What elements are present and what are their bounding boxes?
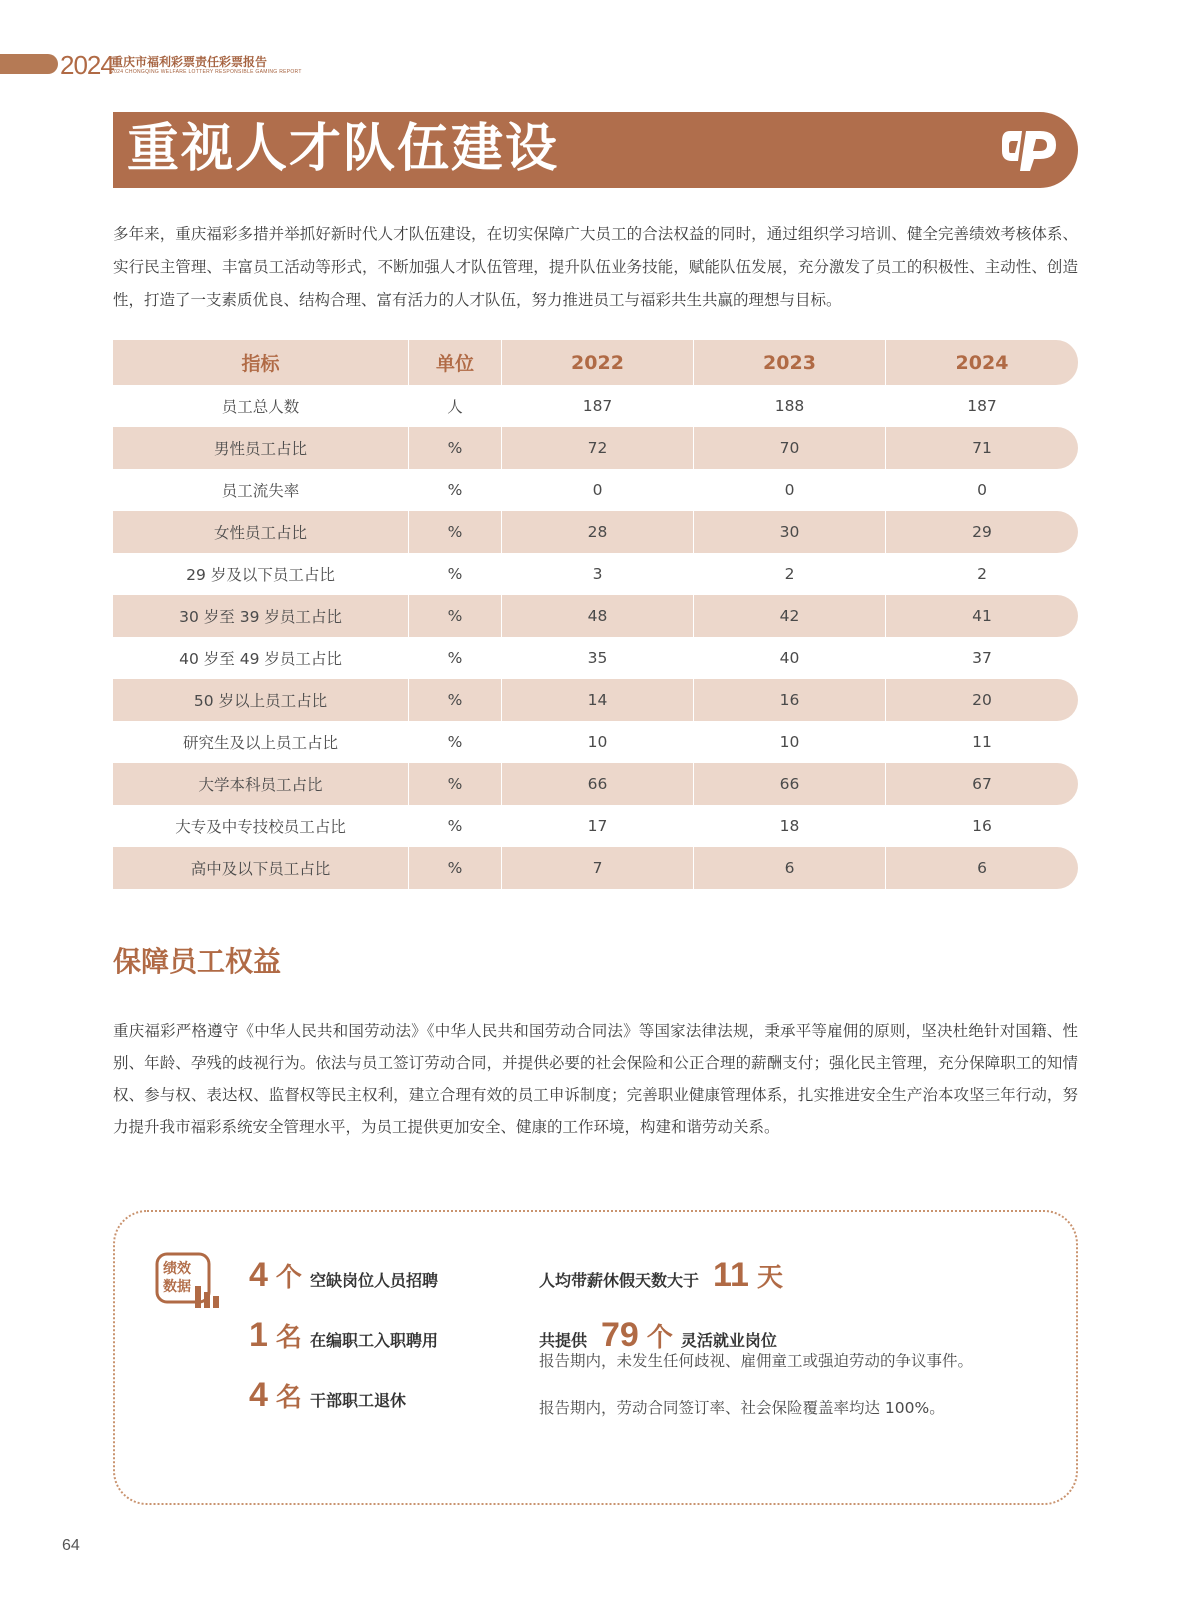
- icon-label-bottom: 数据: [163, 1279, 191, 1295]
- table-cell: 大专及中专技校员工占比: [113, 805, 409, 847]
- table-cell: 7: [502, 847, 694, 889]
- talent-data-table: [113, 340, 1078, 889]
- table-row: [113, 553, 1078, 595]
- performance-data-icon: [155, 1252, 221, 1314]
- table-cell: 66: [502, 763, 694, 805]
- stat-label: 灵活就业岗位: [680, 1331, 777, 1350]
- table-cell: 29 岁及以下员工占比: [113, 553, 409, 595]
- stat-label: 空缺岗位人员招聘: [309, 1271, 438, 1290]
- table-row: [113, 511, 1078, 553]
- stat-label: 干部职工退休: [309, 1391, 406, 1410]
- stat-unit: 名: [275, 1383, 302, 1413]
- table-cell: 71: [972, 439, 992, 457]
- table-cell: %: [409, 511, 502, 553]
- table-row: [113, 637, 1078, 679]
- page-number: 64: [62, 1537, 80, 1554]
- section-banner: [113, 112, 1078, 188]
- table-header-cell: 2022: [502, 340, 694, 385]
- table-cell: 187: [502, 385, 694, 427]
- table-cell: 67: [972, 775, 992, 793]
- table-cell: 员工总人数: [113, 385, 409, 427]
- table-cell: 研究生及以上员工占比: [113, 721, 409, 763]
- note-contract-rate: 报告期内，劳动合同签订率、社会保险覆盖率均达 100%。: [539, 1399, 945, 1417]
- stat-new-hires: [249, 1316, 438, 1355]
- stat-unit: 个: [275, 1263, 302, 1293]
- table-cell: 16: [694, 679, 886, 721]
- stat-unit: 名: [275, 1323, 302, 1353]
- table-cell: 高中及以下员工占比: [113, 847, 409, 889]
- table-row: [113, 385, 1078, 427]
- stat-number: 1: [249, 1316, 268, 1354]
- table-cell: %: [409, 469, 502, 511]
- stat-number: 4: [249, 1376, 268, 1414]
- header-title: 重庆市福利彩票责任彩票报告: [111, 55, 268, 69]
- table-cell: 28: [502, 511, 694, 553]
- table-cell: 0: [502, 469, 694, 511]
- table-cell: %: [409, 679, 502, 721]
- table-row: [113, 469, 1078, 511]
- table-cell: 2: [977, 565, 987, 583]
- table-row: [113, 595, 1078, 637]
- table-cell: 10: [502, 721, 694, 763]
- table-cell: %: [409, 637, 502, 679]
- table-cell: 41: [972, 607, 992, 625]
- table-cell: 16: [972, 817, 992, 835]
- table-cell: 14: [502, 679, 694, 721]
- table-cell: %: [409, 805, 502, 847]
- table-cell: 66: [694, 763, 886, 805]
- table-cell: 6: [694, 847, 886, 889]
- table-row: [113, 763, 1078, 805]
- table-cell: %: [409, 427, 502, 469]
- table-row: [113, 805, 1078, 847]
- table-cell: 3: [502, 553, 694, 595]
- table-cell: 20: [972, 691, 992, 709]
- stat-retirements: [249, 1376, 406, 1415]
- header-accent-bar: [0, 54, 58, 74]
- table-cell: 48: [502, 595, 694, 637]
- table-cell: 6: [977, 859, 987, 877]
- stat-vacancy-recruit: [249, 1256, 438, 1295]
- table-cell: %: [409, 721, 502, 763]
- table-cell: %: [409, 763, 502, 805]
- table-cell: 大学本科员工占比: [113, 763, 409, 805]
- stat-unit: 个: [646, 1323, 673, 1353]
- lottery-logo-icon: [1000, 127, 1060, 173]
- stat-number: 11: [713, 1256, 749, 1294]
- table-cell: %: [409, 553, 502, 595]
- table-header-cell: 指标: [113, 340, 409, 385]
- performance-data-box: [113, 1210, 1078, 1505]
- header-year: 2024: [60, 50, 114, 80]
- table-cell: 70: [694, 427, 886, 469]
- stat-label: 在编职工入职聘用: [309, 1331, 438, 1350]
- table-cell: 35: [502, 637, 694, 679]
- table-cell: 188: [694, 385, 886, 427]
- stat-prefix: 人均带薪休假天数大于: [539, 1271, 700, 1290]
- section-paragraph: 重庆福彩严格遵守《中华人民共和国劳动法》《中华人民共和国劳动合同法》等国家法律法规，秉承平等雇佣的原则，坚决杜绝针对国籍、性别、年龄、孕残的歧视行为。依法与员工签订劳动合同，并提供必要的社会保险和公正合理的薪酬支付；强化民主管理，充分保障职工的知情权、参与权、表达权、监督权等民主权利，建立合理有效的员工申诉制度；完善职业健康管理体系，扎实推进安全生产治本攻坚三年行动，努力提升我市福彩系统安全管理水平，为员工提供更加安全、健康的工作环境，构建和谐劳动关系。: [113, 1022, 1078, 1136]
- stat-prefix: 共提供: [539, 1331, 588, 1350]
- header-subtitle: 2024 CHONGQING WELFARE LOTTERY RESPONSIBLE GAMING REPORT: [111, 69, 302, 75]
- table-cell: 男性员工占比: [113, 427, 409, 469]
- table-cell: 0: [977, 481, 987, 499]
- table-cell: 女性员工占比: [113, 511, 409, 553]
- page-title: 重视人才队伍建设: [127, 119, 560, 179]
- table-cell: 187: [967, 397, 997, 415]
- note-no-disputes: 报告期内，未发生任何歧视、雇佣童工或强迫劳动的争议事件。: [539, 1352, 974, 1370]
- table-header-cell: 单位: [409, 340, 502, 385]
- table-cell: 人: [409, 385, 502, 427]
- table-cell: 17: [502, 805, 694, 847]
- table-row: [113, 427, 1078, 469]
- table-cell: 42: [694, 595, 886, 637]
- table-cell: %: [409, 595, 502, 637]
- table-cell: 30: [694, 511, 886, 553]
- stat-unit: 天: [756, 1263, 783, 1293]
- table-cell: 2: [694, 553, 886, 595]
- table-row: [113, 679, 1078, 721]
- table-header-cell: 2024: [955, 351, 1009, 374]
- table-cell: 30 岁至 39 岁员工占比: [113, 595, 409, 637]
- icon-label-top: 绩效: [163, 1261, 191, 1277]
- table-cell: 72: [502, 427, 694, 469]
- table-header-cell: 2023: [694, 340, 886, 385]
- table-cell: 员工流失率: [113, 469, 409, 511]
- table-row: [113, 847, 1078, 889]
- table-cell: 37: [972, 649, 992, 667]
- section-title: 保障员工权益: [113, 945, 282, 978]
- table-cell: 11: [972, 733, 992, 751]
- stat-paid-leave: [539, 1256, 783, 1295]
- table-cell: 50 岁以上员工占比: [113, 679, 409, 721]
- table-cell: 10: [694, 721, 886, 763]
- table-body: [113, 385, 1078, 889]
- table-cell: 40: [694, 637, 886, 679]
- stat-number: 4: [249, 1256, 268, 1294]
- table-cell: 0: [694, 469, 886, 511]
- intro-paragraph: 多年来，重庆福彩多措并举抓好新时代人才队伍建设，在切实保障广大员工的合法权益的同时，通过组织学习培训、健全完善绩效考核体系、实行民主管理、丰富员工活动等形式，不断加强人才队伍管理，提升队伍业务技能，赋能队伍发展，充分激发了员工的积极性、主动性、创造性，打造了一支素质优良、结构合理、富有活力的人才队伍，努力推进员工与福彩共生共赢的理想与目标。: [113, 225, 1078, 309]
- table-cell: 40 岁至 49 岁员工占比: [113, 637, 409, 679]
- table-cell: 29: [972, 523, 992, 541]
- table-cell: %: [409, 847, 502, 889]
- table-cell: 18: [694, 805, 886, 847]
- table-row: [113, 721, 1078, 763]
- stat-number: 79: [601, 1316, 639, 1354]
- table-header-row: [113, 340, 1078, 385]
